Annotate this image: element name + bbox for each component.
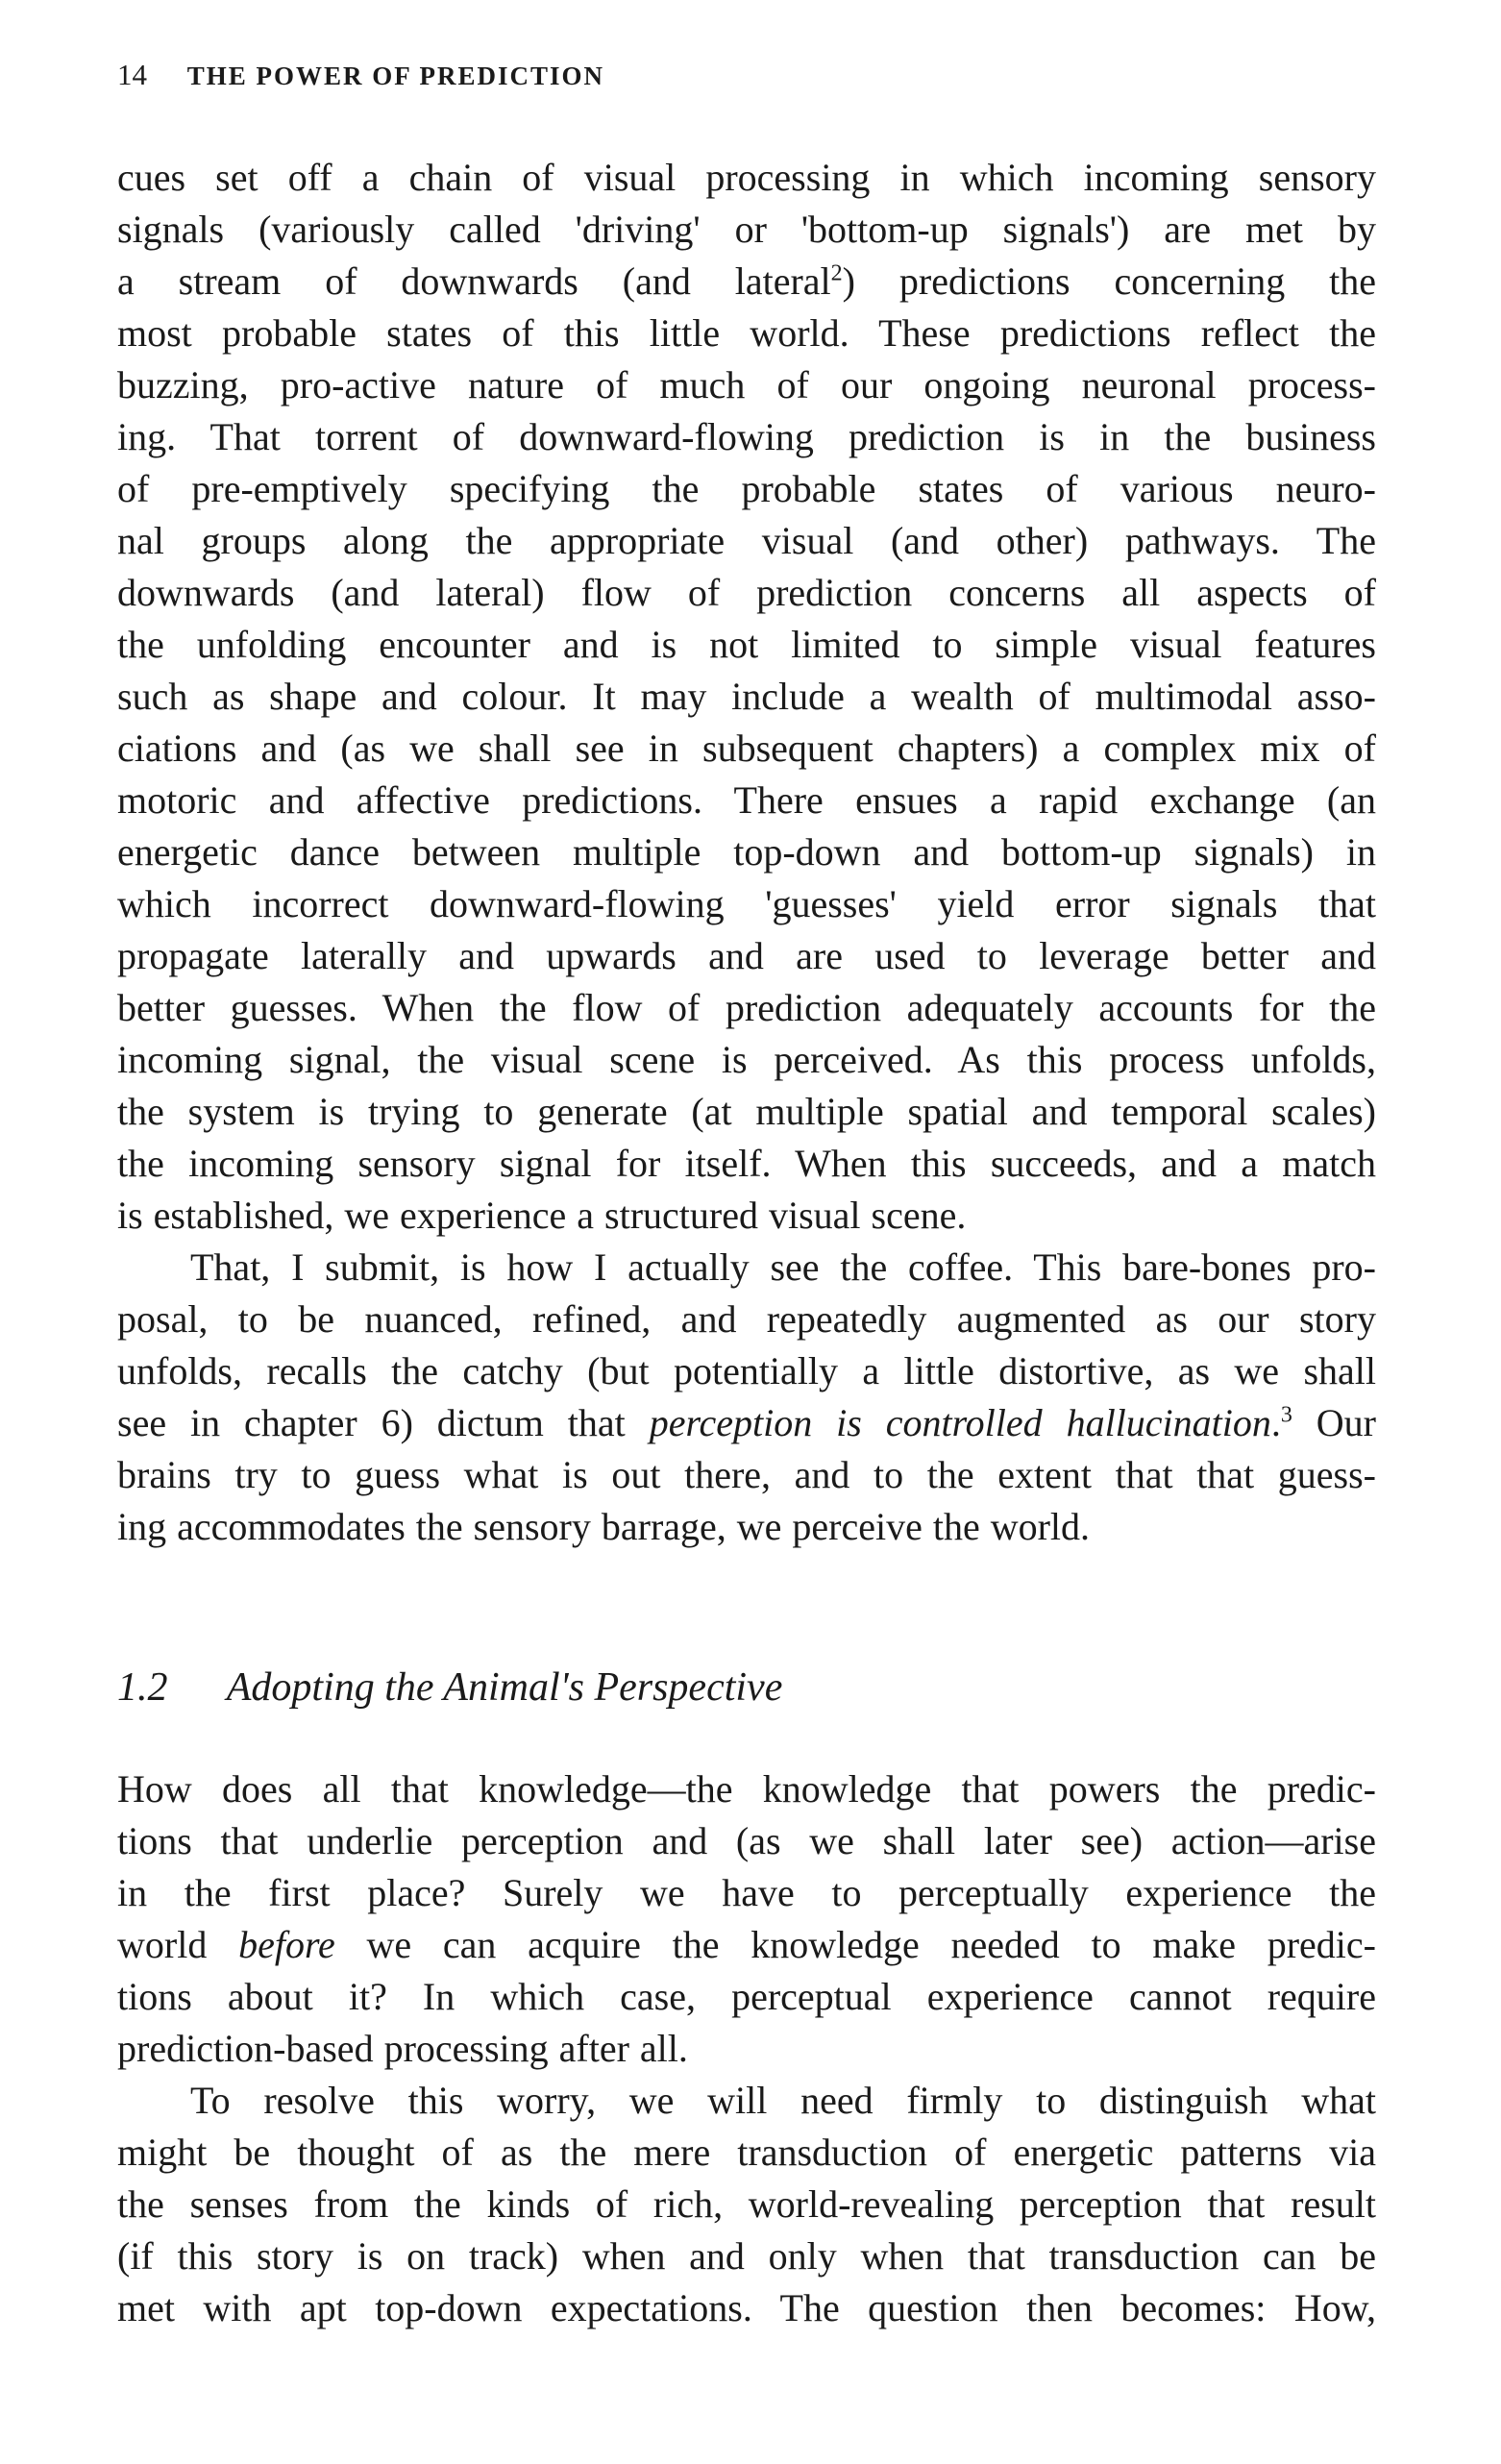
page-number: 14 bbox=[117, 58, 147, 91]
text-line: such as shape and colour. It may include a wealth of multimodal asso- bbox=[117, 675, 1376, 718]
text-line: better guesses. When the flow of prediction adequately accounts for the bbox=[117, 986, 1376, 1029]
text-line: propagate laterally and upwards and are used to leverage better and bbox=[117, 934, 1376, 977]
text-line: a stream of downwards (and lateral$^2$) predictions concerning the bbox=[117, 259, 1376, 303]
text-line: energetic dance between multiple top-down and bottom-up signals) in bbox=[117, 830, 1376, 874]
text-line: ing accommodates the sensory barrage, we perceive the world. bbox=[117, 1505, 1091, 1548]
text-line: most probable states of this little world. These predictions reflect the bbox=[117, 311, 1376, 355]
section-number: 1.2 bbox=[117, 1665, 168, 1710]
text-line: incoming signal, the visual scene is perceived. As this process unfolds, bbox=[117, 1038, 1376, 1081]
body-text bbox=[117, 152, 1376, 1553]
text-line: met with apt top-down expectations. The question then becomes: How, bbox=[117, 2286, 1376, 2329]
text-line-with-italic: world before we can acquire the knowledge needed to make predic- bbox=[117, 1923, 1376, 1966]
paragraph bbox=[117, 2075, 1376, 2334]
text-line: the unfolding encounter and is not limited to simple visual features bbox=[117, 623, 1376, 666]
text-line: tions that underlie perception and (as we shall later see) action—arise bbox=[117, 1819, 1376, 1862]
text-line: the system is trying to generate (at multiple spatial and temporal scales) bbox=[117, 1090, 1376, 1133]
section-title: Adopting the Animal's Perspective bbox=[226, 1665, 783, 1710]
text-line: tions about it? In which case, perceptual experience cannot require bbox=[117, 1975, 1376, 2018]
text-line: downwards (and lateral) flow of prediction concerns all aspects of bbox=[117, 571, 1376, 614]
section-body-text bbox=[117, 1763, 1376, 2334]
text-line: nal groups along the appropriate visual (and other) pathways. The bbox=[117, 519, 1376, 562]
text-line: signals (variously called 'driving' or 'bottom-up signals') are met by bbox=[117, 208, 1376, 251]
text-line: which incorrect downward-flowing 'guesses' yield error signals that bbox=[117, 882, 1376, 925]
text-line: To resolve this worry, we will need firmly to distinguish what bbox=[190, 2079, 1376, 2122]
text-line: prediction-based processing after all. bbox=[117, 2027, 688, 2070]
text-line: unfolds, recalls the catchy (but potentially a little distortive, as we shall bbox=[117, 1349, 1376, 1392]
text-line: ing. That torrent of downward-flowing prediction is in the business bbox=[117, 415, 1376, 458]
running-head bbox=[117, 50, 1366, 100]
text-line: brains try to guess what is out there, and to the extent that that guess- bbox=[117, 1453, 1376, 1496]
running-title: THE POWER OF PREDICTION bbox=[186, 62, 605, 90]
text-line: is established, we experience a structured visual scene. bbox=[117, 1194, 967, 1237]
text-line: the senses from the kinds of rich, world-revealing perception that result bbox=[117, 2182, 1376, 2226]
section-heading bbox=[117, 1659, 1270, 1716]
text-line: How does all that knowledge—the knowledge that powers the predic- bbox=[117, 1767, 1376, 1811]
text-line: posal, to be nuanced, refined, and repeatedly augmented as our story bbox=[117, 1297, 1376, 1341]
paragraph bbox=[117, 1242, 1376, 1553]
text-line: might be thought of as the mere transduction of energetic patterns via bbox=[117, 2131, 1376, 2174]
paragraph bbox=[117, 1763, 1376, 2075]
text-line: (if this story is on track) when and only when that transduction can be bbox=[117, 2234, 1376, 2278]
text-line: motoric and affective predictions. There ensues a rapid exchange (an bbox=[117, 778, 1376, 822]
text-line: ciations and (as we shall see in subsequent chapters) a complex mix of bbox=[117, 727, 1376, 770]
text-line-with-italic: see in chapter 6) dictum that perception is controlled hallucination.$^3$ Our bbox=[117, 1401, 1376, 1444]
text-line: cues set off a chain of visual processing in which incoming sensory bbox=[117, 156, 1376, 199]
text-line: the incoming sensory signal for itself. When this succeeds, and a match bbox=[117, 1142, 1376, 1185]
text-line: of pre-emptively specifying the probable states of various neuro- bbox=[117, 467, 1376, 510]
text-line: That, I submit, is how I actually see the coffee. This bare-bones pro- bbox=[190, 1245, 1376, 1289]
text-line: in the first place? Surely we have to perceptually experience the bbox=[117, 1871, 1376, 1914]
text-line: buzzing, pro-active nature of much of our ongoing neuronal process- bbox=[117, 363, 1376, 407]
paragraph bbox=[117, 152, 1376, 1242]
